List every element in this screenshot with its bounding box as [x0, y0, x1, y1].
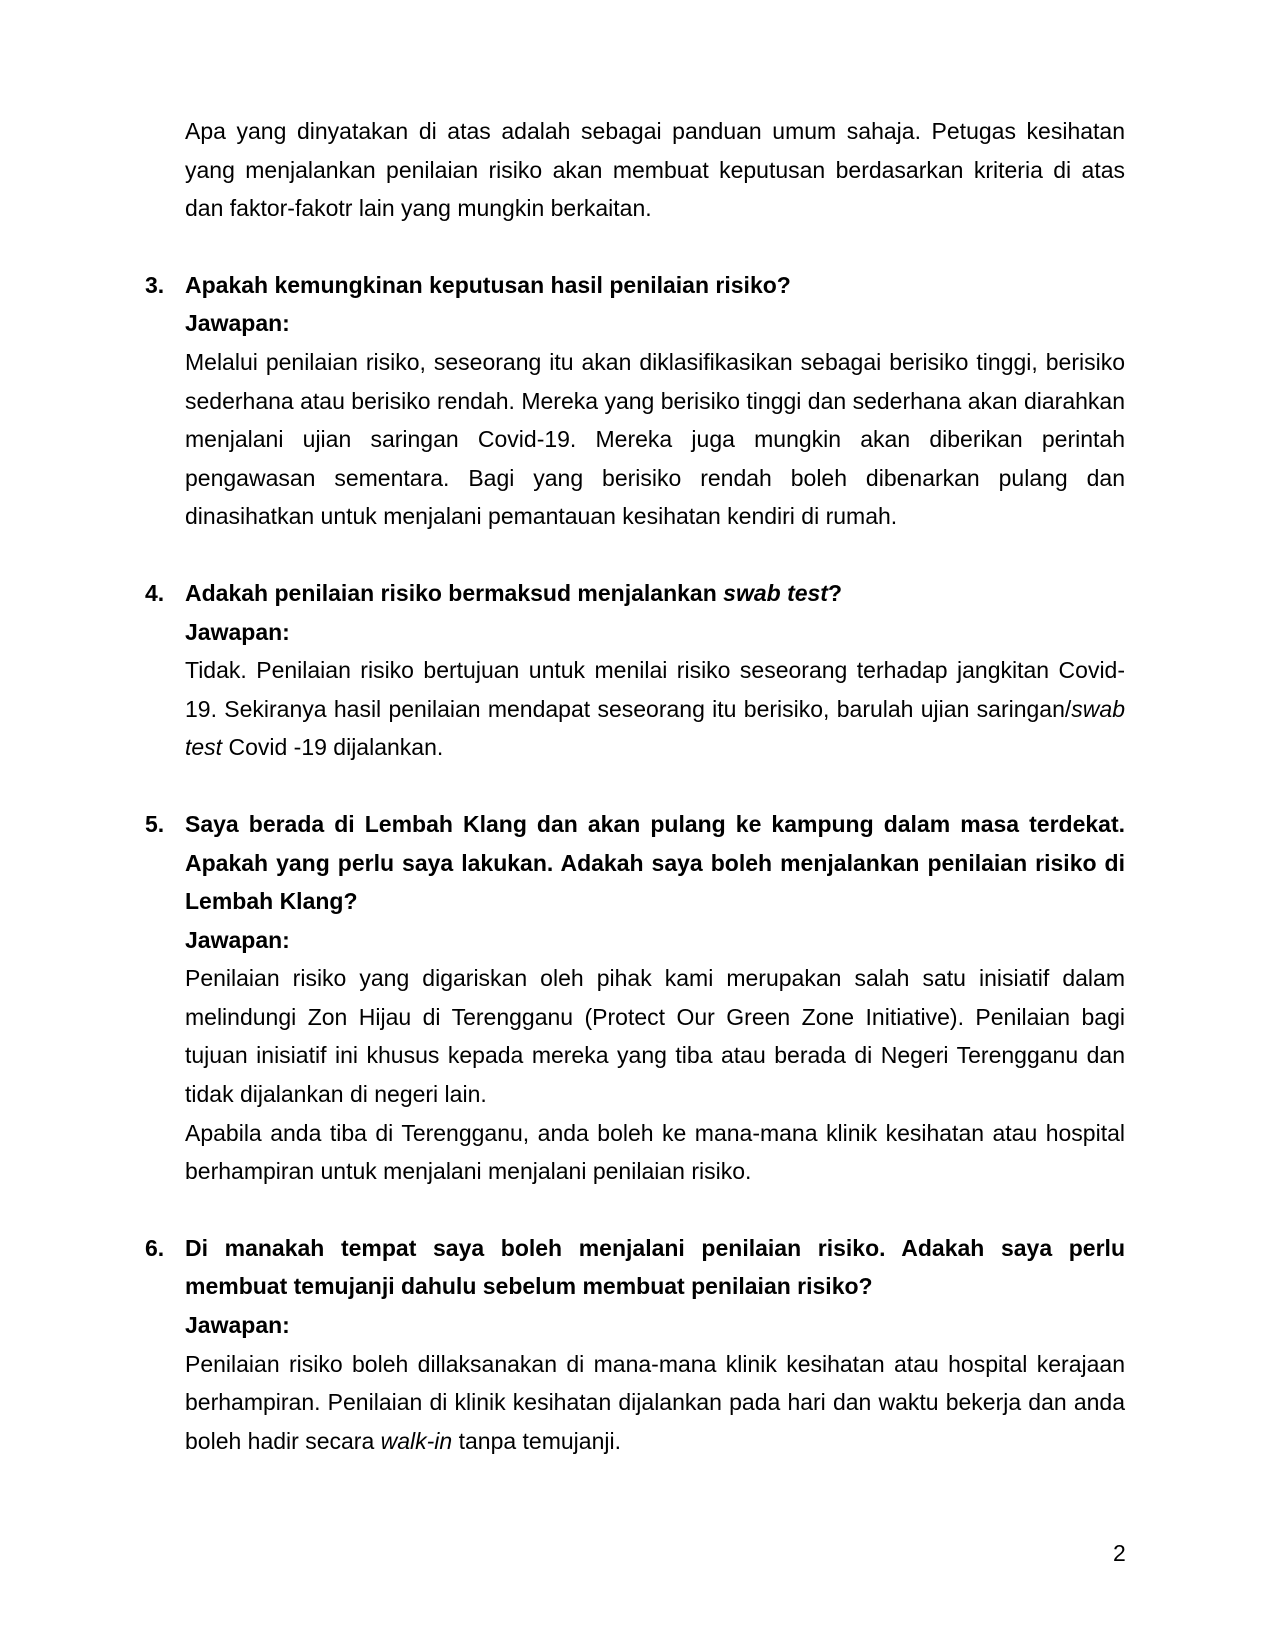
faq-answer — [185, 651, 1125, 767]
question-text: Adakah penilaian risiko bermaksud menjalankan — [185, 579, 724, 606]
faq-answer-paragraph-2: Apabila anda tiba di Terengganu, anda boleh ke mana-mana klinik kesihatan atau hospital berhampiran untuk menjalani menjalani penilaian risiko. — [185, 1119, 1125, 1185]
faq-answer: Melalui penilaian risiko, seseorang itu akan diklasifikasikan sebagai berisiko tinggi, berisiko sederhana atau berisiko rendah. Mereka yang berisiko tinggi dan sederhana akan diarahkan menjalani ujian saringan Covid-19. Mereka juga mungkin akan diberikan perintah pengawasan sementara. Bagi yang berisiko rendah boleh dibenarkan pulang dan dinasihatkan untuk menjalani pemantauan kesihatan kendiri di rumah. — [185, 348, 1125, 530]
answer-text-end: Covid -19 dijalankan. — [222, 734, 444, 761]
answer-italic-term: walk-in — [380, 1427, 453, 1454]
spacer — [185, 228, 1125, 266]
spacer — [185, 767, 1125, 805]
answer-text: Penilaian risiko boleh dillaksanakan di mana-mana klinik kesihatan atau hospital kerajaan berhampiran. Penilaian di klinik kesihatan dijalankan pada hari dan waktu bekerja dan anda boleh hadir secara — [185, 1350, 1125, 1454]
answer-text: Tidak. Penilaian risiko bertujuan untuk menilai risiko seseorang terhadap jangkitan Covid-19. Sekiranya hasil penilaian mendapat seseorang itu berisiko, barulah ujian saringan/ — [185, 657, 1125, 722]
answer-label: Jawapan: — [185, 618, 290, 645]
page-number: 2 — [1113, 1540, 1126, 1566]
faq-question: Di manakah tempat saya boleh menjalani penilaian risiko. Adakah saya perlu membuat temujanji dahulu sebelum membuat penilaian risiko? — [185, 1234, 1125, 1300]
intro-paragraph: Apa yang dinyatakan di atas adalah sebagai panduan umum sahaja. Petugas kesihatan yang menjalankan penilaian risiko akan membuat keputusan berdasarkan kriteria di atas dan faktor-fakotr lain yang mungkin berkaitan. — [185, 118, 1125, 222]
faq-answer — [185, 1345, 1125, 1461]
faq-question: Saya berada di Lembah Klang dan akan pulang ke kampung dalam masa terdekat. Apakah yang perlu saya lakukan. Adakah saya boleh menjalankan penilaian risiko di Lembah Klang? — [185, 810, 1125, 915]
faq-question: Apakah kemungkinan keputusan hasil penilaian risiko? — [185, 271, 791, 298]
page-content — [145, 112, 1125, 1460]
faq-item-6 — [145, 1229, 1125, 1461]
faq-number: 5. — [145, 810, 165, 837]
question-italic-term: swab test — [723, 579, 828, 606]
faq-answer-paragraph-1: Penilaian risiko yang digariskan oleh pihak kami merupakan salah satu inisiatif dalam melindungi Zon Hijau di Terengganu (Protect Our Green Zone Initiative). Penilaian bagi tujuan inisiatif ini khusus kepada mereka yang tiba atau berada di Negeri Terengganu dan tidak dijalankan di negeri lain. — [185, 965, 1125, 1108]
question-text-end: ? — [827, 579, 843, 606]
answer-italic-term: swab test — [185, 695, 1125, 761]
spacer — [185, 536, 1125, 574]
faq-number: 6. — [145, 1234, 165, 1261]
faq-question — [185, 574, 1125, 613]
spacer — [185, 1191, 1125, 1229]
faq-number: 4. — [145, 579, 165, 606]
answer-text-end: tanpa temujanji. — [452, 1427, 621, 1454]
answer-label: Jawapan: — [185, 310, 290, 337]
answer-label: Jawapan: — [185, 926, 290, 953]
answer-label: Jawapan: — [185, 1312, 290, 1339]
faq-item-4 — [145, 574, 1125, 767]
faq-number: 3. — [145, 271, 165, 298]
faq-item-5 — [145, 805, 1125, 1191]
faq-item-3 — [145, 266, 1125, 536]
